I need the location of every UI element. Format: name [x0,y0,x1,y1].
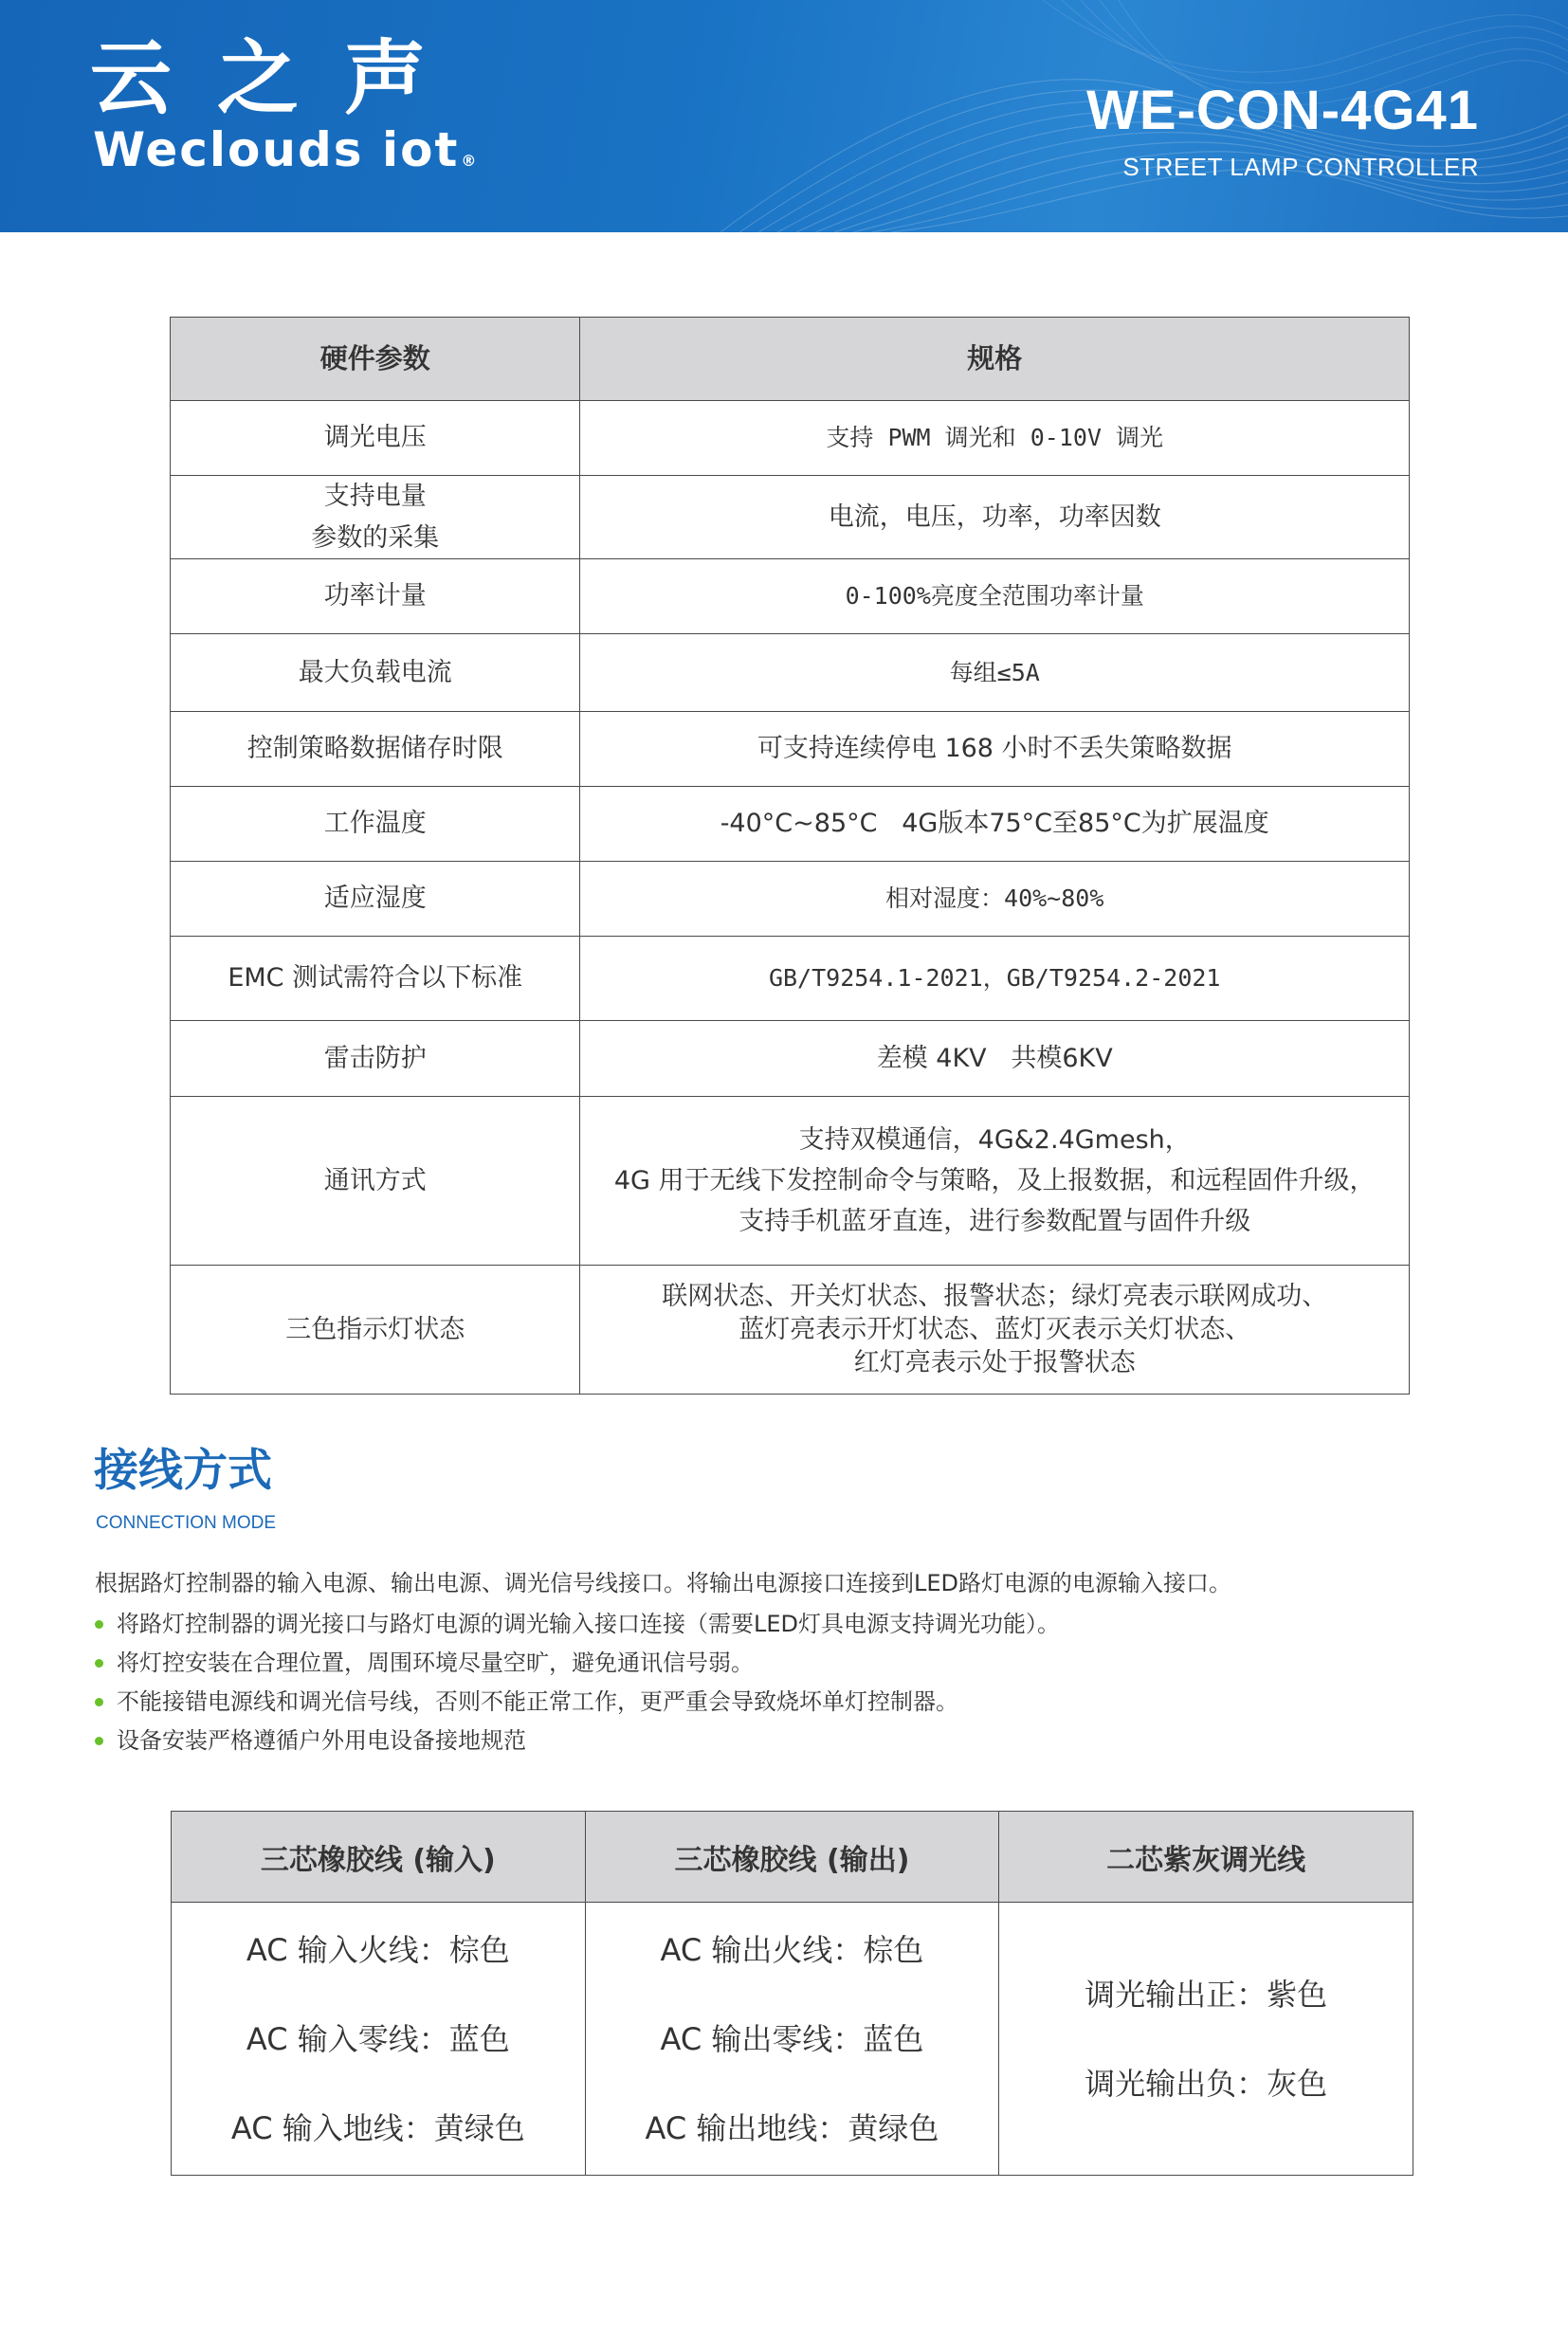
wire-output-cell [585,1903,999,2176]
spec-row [171,862,1410,937]
spec-header-param: 硬件参数 [171,318,580,401]
list-item [95,1683,1060,1722]
brand-logo-english [93,122,479,177]
spec-value-cell: 相对湿度：40%~80% [580,862,1410,937]
spec-value-line: 支持手机蓝牙直连，进行参数配置与固件升级 [738,1207,1251,1237]
product-subtitle: STREET LAMP CONTROLLER [1122,153,1479,181]
spec-header-row [171,318,1410,401]
wire-input-ground: AC 输入地线：黄绿色 [230,2109,525,2146]
spec-row [171,401,1410,476]
brand-logo-english-text: Weclouds iot [93,122,460,177]
wiring-table [171,1811,1413,2176]
list-item [95,1722,1060,1760]
instruction-list [95,1605,1060,1760]
spec-value-cell: 支持 PWM 调光和 0-10V 调光 [580,401,1410,476]
wire-output-lines [586,1931,999,2146]
spec-value-cell: 每组≤5A [580,634,1410,712]
model-number: WE-CON-4G41 [1086,80,1479,141]
section-title: 接线方式 [94,1445,272,1497]
brand-logo-chinese: 云之声 [90,31,471,126]
wire-header-input: 三芯橡胶线 (输入) [172,1812,586,1903]
wire-dimming-cell [999,1903,1413,2176]
spec-param-cell: EMC 测试需符合以下标准 [171,937,580,1021]
intro-paragraph: 根据路灯控制器的输入电源、输出电源、调光信号线接口。将输出电源接口连接到LED路灯电源的电源输入接口。 [95,1570,1232,1596]
wire-body-row [172,1903,1413,2176]
spec-row [171,559,1410,634]
wire-dimming-lines [999,1976,1413,2102]
spec-param-cell: 调光电压 [171,401,580,476]
header-banner [0,0,1568,232]
spec-header-spec: 规格 [580,318,1410,401]
wire-output-ground: AC 输出地线：黄绿色 [645,2109,939,2146]
bullet-dot-icon [95,1659,103,1668]
spec-value-line: 4G 用于无线下发控制命令与策略，及上报数据，和远程固件升级， [613,1165,1376,1195]
spec-param-cell: 工作温度 [171,787,580,862]
spec-value-cell [580,1097,1410,1266]
spec-param-cell: 功率计量 [171,559,580,634]
list-item-text: 将灯控安装在合理位置，周围环境尽量空旷，避免通讯信号弱。 [117,1650,754,1676]
spec-value-cell: -40°C~85°C 4G版本75°C至85°C为扩展温度 [580,787,1410,862]
spec-param-cell: 雷击防护 [171,1021,580,1097]
wire-input-cell [172,1903,586,2176]
spec-value-cell: 电流，电压，功率，功率因数 [580,476,1410,559]
spec-value-line: 联网状态、开关灯状态、报警状态；绿灯亮表示联网成功、 [662,1281,1328,1311]
spec-value-cell: 0-100%亮度全范围功率计量 [580,559,1410,634]
spec-value-cell: 差模 4KV 共模6KV [580,1021,1410,1097]
list-item [95,1605,1060,1644]
wire-dimming-positive: 调光输出正：紫色 [1085,1976,1328,2013]
wire-output-neutral: AC 输出零线：蓝色 [660,2020,924,2057]
spec-param-line: 参数的采集 [311,522,440,553]
hardware-spec-table [170,317,1410,1395]
wire-dimming-negative: 调光输出负：灰色 [1085,2065,1328,2102]
section-subtitle: CONNECTION MODE [96,1513,276,1533]
list-item-text: 不能接错电源线和调光信号线，否则不能正常工作，更严重会导致烧坏单灯控制器。 [117,1688,958,1715]
list-item-text: 将路灯控制器的调光接口与路灯电源的调光输入接口连接（需要LED灯具电源支持调光功能）。 [117,1611,1061,1637]
spec-row [171,787,1410,862]
wire-input-neutral: AC 输入零线：蓝色 [246,2020,510,2057]
spec-value-cell [580,1266,1410,1395]
list-item [95,1644,1060,1683]
spec-param-cell: 三色指示灯状态 [171,1266,580,1395]
spec-row [171,634,1410,712]
spec-param-line: 支持电量 [323,482,427,512]
wire-output-live: AC 输出火线：棕色 [660,1931,924,1968]
spec-param-cell: 通讯方式 [171,1097,580,1266]
spec-row [171,712,1410,787]
wire-input-lines [172,1931,585,2146]
spec-row [171,937,1410,1021]
bullet-dot-icon [95,1737,103,1745]
spec-row [171,1021,1410,1097]
spec-value-line: 支持双模通信，4G&2.4Gmesh， [798,1124,1191,1155]
registered-mark: ® [461,152,479,170]
spec-row [171,1266,1410,1395]
spec-param-cell: 适应湿度 [171,862,580,937]
spec-param-cell: 控制策略数据储存时限 [171,712,580,787]
list-item-text: 设备安装严格遵循户外用电设备接地规范 [117,1727,526,1754]
spec-param-cell: 最大负载电流 [171,634,580,712]
bullet-dot-icon [95,1698,103,1706]
spec-value-line: 蓝灯亮表示开灯状态、蓝灯灭表示关灯状态、 [738,1314,1251,1344]
spec-value-cell: 可支持连续停电 168 小时不丢失策略数据 [580,712,1410,787]
wire-header-dimming: 二芯紫灰调光线 [999,1812,1413,1903]
bullet-dot-icon [95,1620,103,1629]
spec-row [171,1097,1410,1266]
spec-value-cell: GB/T9254.1-2021，GB/T9254.2-2021 [580,937,1410,1021]
spec-row [171,476,1410,559]
spec-param-cell [171,476,580,559]
wire-header-row [172,1812,1413,1903]
spec-value-line: 红灯亮表示处于报警状态 [853,1348,1136,1378]
wire-input-live: AC 输入火线：棕色 [246,1931,510,1968]
wire-header-output: 三芯橡胶线 (输出) [585,1812,999,1903]
